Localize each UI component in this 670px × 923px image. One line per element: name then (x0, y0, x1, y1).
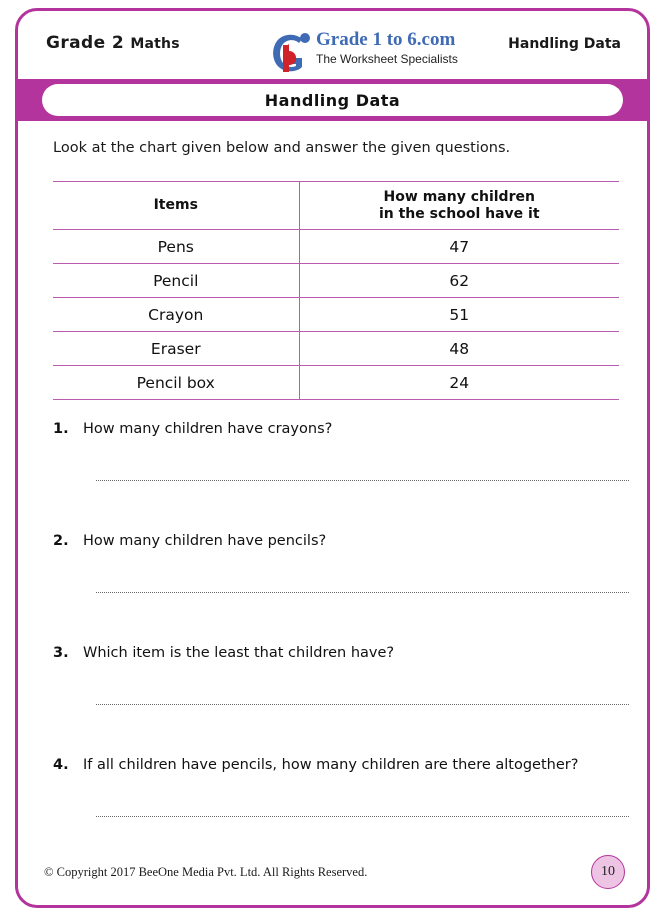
column-header-count-line1: How many children (383, 188, 535, 205)
table-row (53, 332, 619, 366)
table-row (53, 298, 619, 332)
cell-count: 48 (299, 332, 619, 366)
title-pill (42, 84, 623, 116)
question-item (53, 421, 633, 533)
question-text: How many children have pencils? (83, 533, 327, 549)
answer-line[interactable] (96, 703, 629, 705)
page-number-badge: 10 (591, 855, 625, 889)
table-body (53, 230, 619, 400)
worksheet-page (15, 8, 650, 908)
question-item (53, 645, 633, 757)
page-footer (18, 855, 647, 891)
question-number: 3. (53, 645, 69, 661)
cell-item: Pencil box (53, 366, 299, 400)
column-header-count (299, 182, 619, 230)
topic-label: Handling Data (508, 36, 621, 52)
grade-value: Grade 2 (46, 33, 125, 53)
table-row (53, 366, 619, 400)
cell-count: 51 (299, 298, 619, 332)
data-table (53, 181, 619, 400)
question-number: 4. (53, 757, 69, 773)
question-text: If all children have pencils, how many children are there altogether? (83, 757, 579, 773)
site-logo (236, 29, 456, 75)
answer-line[interactable] (96, 815, 629, 817)
answer-line[interactable] (96, 479, 629, 481)
g1-logo-icon (269, 31, 313, 75)
copyright-text: © Copyright 2017 BeeOne Media Pvt. Ltd. All Rights Reserved. (44, 865, 368, 879)
cell-count: 47 (299, 230, 619, 264)
subject-value: Maths (130, 36, 180, 52)
table-row (53, 264, 619, 298)
question-item (53, 757, 633, 869)
page-title: Handling Data (264, 90, 401, 110)
table-header-row (53, 182, 619, 230)
answer-line[interactable] (96, 591, 629, 593)
logo-tagline: The Worksheet Specialists (316, 52, 458, 66)
column-header-count-line2: in the school have it (378, 205, 540, 222)
question-text: Which item is the least that children have? (83, 645, 395, 661)
question-number: 2. (53, 533, 69, 549)
title-banner (18, 79, 647, 121)
page-header (18, 11, 647, 79)
column-header-items: Items (53, 182, 299, 230)
cell-item: Pencil (53, 264, 299, 298)
cell-item: Pens (53, 230, 299, 264)
question-item (53, 533, 633, 645)
logo-title: Grade 1 to 6.com (316, 29, 456, 50)
cell-item: Eraser (53, 332, 299, 366)
cell-count: 62 (299, 264, 619, 298)
cell-item: Crayon (53, 298, 299, 332)
questions-list (53, 421, 633, 869)
logo-text (316, 29, 461, 67)
instruction-text: Look at the chart given below and answer the given questions. (53, 140, 511, 156)
question-number: 1. (53, 421, 69, 437)
question-text: How many children have crayons? (83, 421, 333, 437)
table-row (53, 230, 619, 264)
table-head (53, 182, 619, 230)
grade-label (46, 33, 180, 53)
cell-count: 24 (299, 366, 619, 400)
